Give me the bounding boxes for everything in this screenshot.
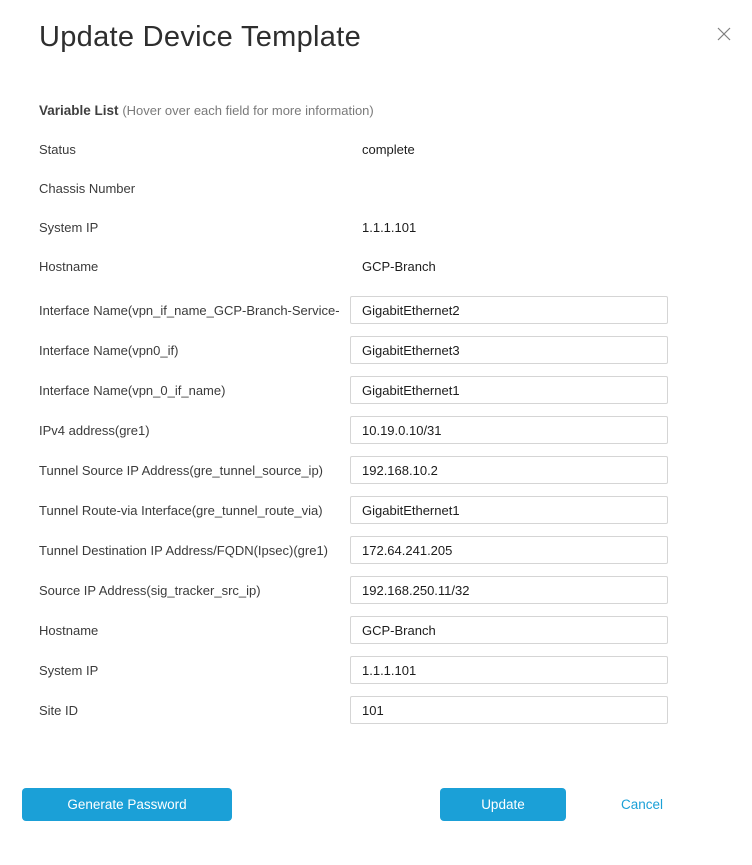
field-label: Interface Name(vpn_0_if_name) [39, 382, 226, 398]
close-icon[interactable] [716, 26, 732, 42]
generate-password-button[interactable]: Generate Password [22, 788, 232, 821]
field-input[interactable] [350, 456, 668, 484]
update-button[interactable]: Update [440, 788, 566, 821]
field-label: IPv4 address(gre1) [39, 422, 150, 438]
static-variable-rows [0, 140, 752, 275]
field-input[interactable] [350, 616, 668, 644]
editable-variable-rows [0, 296, 752, 724]
field-label: Tunnel Route-via Interface(gre_tunnel_route_via) [39, 502, 323, 518]
field-input[interactable] [350, 336, 668, 364]
field-input[interactable] [350, 536, 668, 564]
table-row [0, 696, 752, 724]
table-row [0, 616, 752, 644]
field-input[interactable] [350, 496, 668, 524]
variable-list-heading: Variable List [39, 103, 119, 118]
table-row [0, 456, 752, 484]
table-row [0, 140, 752, 158]
field-label: Site ID [39, 702, 79, 718]
table-row [0, 218, 752, 236]
table-row [0, 336, 752, 364]
field-value: complete [362, 141, 415, 157]
table-row [0, 257, 752, 275]
field-label: Interface Name(vpn_if_name_GCP-Branch-Service- [39, 302, 340, 318]
dialog-footer [0, 788, 752, 821]
field-value: 1.1.1.101 [362, 219, 417, 235]
field-label: System IP [39, 219, 99, 235]
table-row [0, 536, 752, 564]
table-row [0, 296, 752, 324]
field-label: Source IP Address(sig_tracker_src_ip) [39, 582, 261, 598]
variable-list-heading-row [39, 102, 752, 119]
field-label: Status [39, 141, 76, 157]
cancel-link[interactable]: Cancel [620, 797, 663, 812]
table-row [0, 376, 752, 404]
field-label: Hostname [39, 622, 99, 638]
field-input[interactable] [350, 696, 668, 724]
field-input[interactable] [350, 576, 668, 604]
table-row [0, 416, 752, 444]
dialog-title: Update Device Template [39, 21, 362, 53]
table-row [0, 179, 752, 197]
field-label: Tunnel Destination IP Address/FQDN(Ipsec)(gre1) [39, 542, 329, 558]
field-label: Chassis Number [39, 180, 136, 196]
field-label: Interface Name(vpn0_if) [39, 342, 179, 358]
field-value: GCP-Branch [362, 258, 436, 274]
variable-list-hint: (Hover over each field for more information) [122, 103, 374, 118]
field-label: Hostname [39, 258, 99, 274]
field-input[interactable] [350, 656, 668, 684]
field-input[interactable] [350, 416, 668, 444]
update-device-template-dialog [0, 20, 752, 865]
table-row [0, 656, 752, 684]
field-label: Tunnel Source IP Address(gre_tunnel_source_ip) [39, 462, 324, 478]
field-input[interactable] [350, 376, 668, 404]
field-label: System IP [39, 662, 99, 678]
table-row [0, 576, 752, 604]
field-input[interactable] [350, 296, 668, 324]
table-row [0, 496, 752, 524]
